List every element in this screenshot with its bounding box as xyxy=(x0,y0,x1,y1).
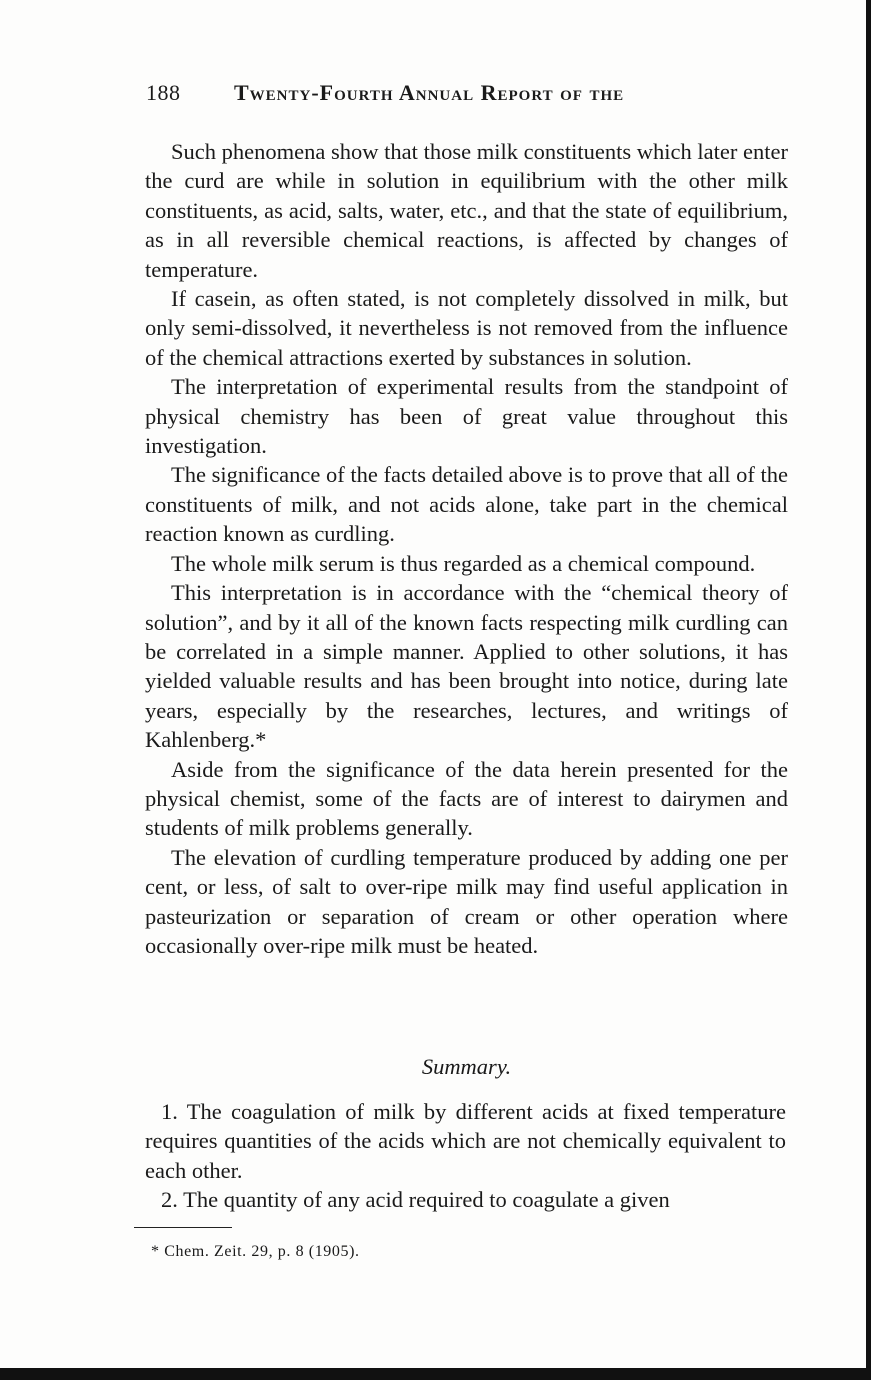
body-text xyxy=(145,137,788,960)
summary-item: 2. The quantity of any acid required to coagulate a given xyxy=(161,1187,670,1213)
running-title: Twenty-Fourth Annual Report of the xyxy=(234,80,625,105)
paragraph: If casein, as often stated, is not completely dissolved in milk, but only semi-dissolved, it nevertheless is not removed from the influence of the chemical attractions exerted by substances in solution. xyxy=(145,286,788,370)
summary-list xyxy=(145,1097,786,1215)
page-header xyxy=(146,80,786,106)
summary-heading: Summary. xyxy=(421,1054,512,1079)
paragraph: The elevation of curdling temperature produced by adding one per cent, or less, of salt to over-ripe milk may find useful application in pasteurization or separation of cream or other operation where occasionally over-ripe milk must be heated. xyxy=(145,844,788,958)
paragraph: This interpretation is in accordance with the “chemical theory of solution”, and by it all of the known facts respecting milk curdling can be correlated in a simple manner. Applied to other solutions, it has yielded valuable results and has been brought into notice, during late years, especially by the researches, lectures, and writings of Kahlenberg.* xyxy=(145,580,788,753)
page-number: 188 xyxy=(146,80,181,105)
paragraph: The significance of the facts detailed above is to prove that all of the constituents of milk, and not acids alone, take part in the chemical reaction known as curdling. xyxy=(145,462,788,547)
footnote: * Chem. Zeit. 29, p. 8 (1905). xyxy=(151,1243,360,1260)
paragraph: Aside from the significance of the data herein presented for the physical chemist, some of the facts are of interest to dairymen and students of milk problems generally. xyxy=(145,756,788,841)
summary-item: 1. The coagulation of milk by different acids at fixed temperature requires quantities of the acids which are not chemically equivalent to each other. xyxy=(145,1099,786,1183)
paragraph: The whole milk serum is thus regarded as a chemical compound. xyxy=(171,550,756,576)
footnote-divider xyxy=(134,1227,232,1228)
paragraph: Such phenomena show that those milk constituents which later enter the curd are while in solution in equilibrium with the other milk constituents, as acid, salts, water, etc., and that the state of equilibrium, as in all reversible chemical reactions, is affected by changes of temperature. xyxy=(145,139,788,282)
paragraph: The interpretation of experimental results from the standpoint of physical chemistry has been of great value throughout this investigation. xyxy=(145,374,788,459)
scan-edge-bottom xyxy=(0,1368,871,1380)
scan-edge-right xyxy=(866,0,871,1380)
